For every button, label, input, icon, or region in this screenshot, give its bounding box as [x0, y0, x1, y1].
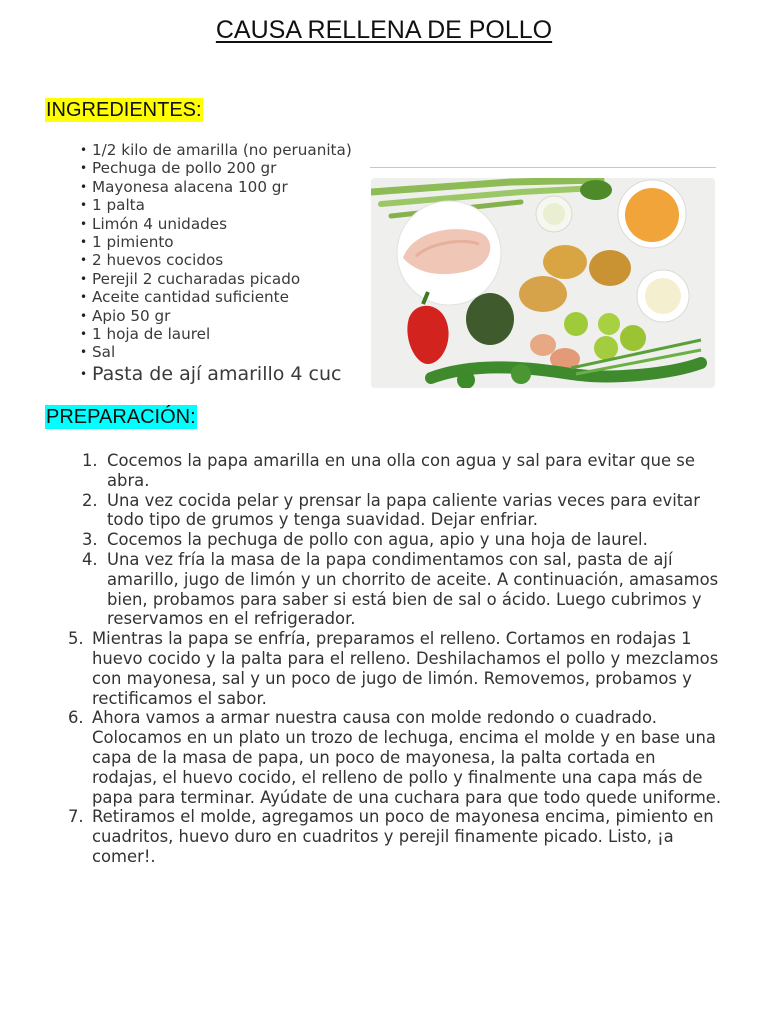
- ingredient-item: • 1 hoja de laurel: [80, 325, 362, 343]
- preparation-step: [60, 807, 730, 866]
- ingredient-item: • 1/2 kilo de amarilla (no peruanita): [80, 141, 362, 159]
- preparation-heading: PREPARACIÓN:: [46, 406, 196, 428]
- ingredients-photo: [371, 178, 715, 388]
- ingredient-item: • Apio 50 gr: [80, 307, 362, 325]
- step-text: Cocemos la pechuga de pollo con agua, apio y una hoja de laurel.: [107, 530, 648, 550]
- ingredients-heading: INGREDIENTES:: [46, 99, 202, 121]
- ingredient-item: • Mayonesa alacena 100 gr: [80, 178, 362, 196]
- step-text: Retiramos el molde, agregamos un poco de mayonesa encima, pimiento en cuadritos, huevo duro en cuadritos y perejil finamente picado. Listo, ¡a comer!.: [92, 807, 714, 866]
- ingredient-item: • 1 pimiento: [80, 233, 362, 251]
- step-number: 2.: [82, 490, 98, 510]
- ingredients-list: [80, 141, 362, 386]
- preparation-list: [60, 451, 730, 867]
- step-number: 1.: [82, 451, 98, 470]
- step-number: 7.: [68, 807, 84, 827]
- step-text: Mientras la papa se enfría, preparamos el relleno. Cortamos en rodajas 1 huevo cocido y la palta para el relleno. Deshilachamos el pollo y mezclamos con mayonesa, sal y un poco de jugo de limón. Removemos, probamos y rectificamos el sabor.: [92, 629, 719, 708]
- ingredient-item: • Pechuga de pollo 200 gr: [80, 159, 362, 177]
- preparation-step: [60, 491, 730, 531]
- step-text: Una vez fría la masa de la papa condimentamos con sal, pasta de ají amarillo, jugo de limón y un chorrito de aceite. A continuación, amasamos bien, probamos para saber si está bien de sal o ácido. Luego cubrimos y reservamos en el refrigerador.: [107, 549, 719, 629]
- preparation-step: [60, 451, 730, 491]
- ingredient-item: • Sal: [80, 343, 362, 361]
- ingredient-item: • Limón 4 unidades: [80, 215, 362, 233]
- step-number: 5.: [68, 629, 84, 649]
- preparation-step: [60, 708, 730, 807]
- step-text: Ahora vamos a armar nuestra causa con molde redondo o cuadrado. Colocamos en un plato un trozo de lechuga, encima el molde y en base una capa de la masa de papa, un poco de mayonesa, la palta cortada en rodajas, el huevo cocido, el relleno de pollo y finalmente una capa más de papa para terminar. Ayúdate de una cuchara para que todo quede uniforme.: [92, 708, 722, 807]
- preparation-step: [60, 629, 730, 708]
- step-number: 4.: [82, 549, 98, 569]
- step-number: 6.: [68, 708, 84, 728]
- ingredient-item: • Perejil 2 cucharadas picado: [80, 270, 362, 288]
- divider-line: [370, 167, 716, 168]
- ingredient-item: • Aceite cantidad suficiente: [80, 288, 362, 306]
- preparation-step: [60, 550, 730, 629]
- preparation-step: [60, 530, 730, 550]
- step-text: Una vez cocida pelar y prensar la papa caliente varias veces para evitar todo tipo de grumos y tenga suavidad. Dejar enfriar.: [107, 490, 700, 530]
- ingredient-item: • Pasta de ají amarillo 4 cuc: [80, 362, 362, 386]
- ingredient-item: • 1 palta: [80, 196, 362, 214]
- step-number: 3.: [82, 530, 98, 550]
- ingredient-item: • 2 huevos cocidos: [80, 251, 362, 269]
- step-text: Cocemos la papa amarilla en una olla con agua y sal para evitar que se abra.: [107, 451, 695, 490]
- document-title: CAUSA RELLENA DE POLLO: [215, 16, 553, 44]
